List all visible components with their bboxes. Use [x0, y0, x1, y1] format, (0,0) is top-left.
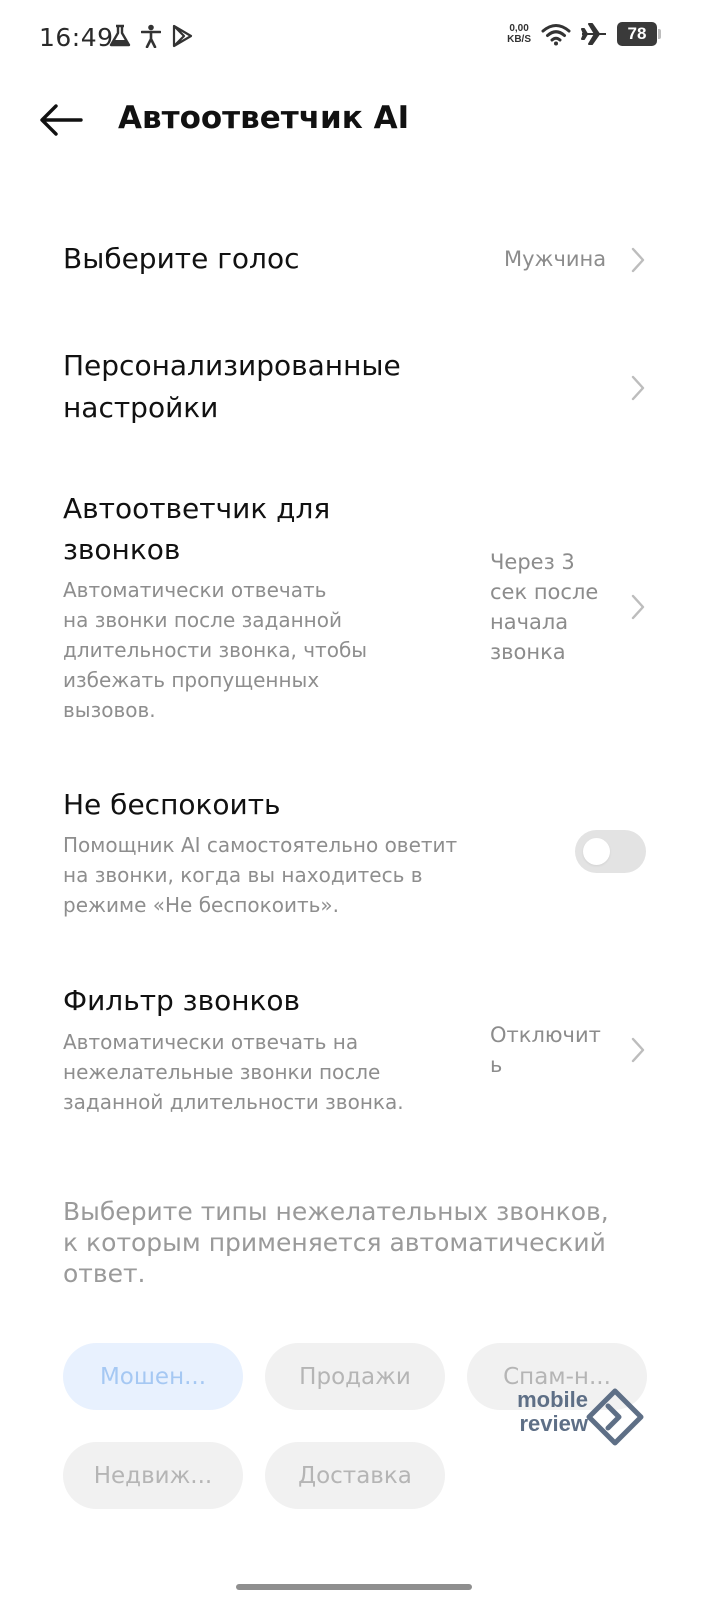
arrow-left-icon [39, 103, 83, 137]
watermark-line2: review [519, 1411, 588, 1436]
voice-setting-title: Выберите голос [63, 242, 300, 275]
chevron-right-icon [628, 246, 648, 274]
dnd-desc-line2: на звонки, когда вы находитесь в [63, 863, 423, 887]
dnd-toggle[interactable] [575, 830, 646, 873]
chip-delivery[interactable]: Доставка [265, 1442, 445, 1509]
chip-spam[interactable]: Спам-н... [467, 1343, 647, 1410]
network-speed-value: 0,00 [509, 23, 529, 34]
header [0, 90, 709, 154]
battery-icon: 78 [617, 22, 657, 46]
accessibility-icon [141, 24, 161, 48]
call-filter-desc-line1: Автоматически отвечать на [63, 1030, 359, 1054]
chip-fraud[interactable]: Мошен... [63, 1343, 243, 1410]
personalized-settings-title-line1: Персонализированные [63, 349, 401, 382]
dnd-desc-line3: режиме «Не беспокоить». [63, 893, 339, 917]
status-bar [0, 0, 709, 76]
call-types-note-line2: к которым применяется автоматический [63, 1228, 606, 1257]
wifi-icon [541, 22, 571, 46]
auto-answer-value-line4: звонка [490, 640, 566, 664]
chip-real-estate[interactable]: Недвиж... [63, 1442, 243, 1509]
status-left-icons [109, 24, 193, 48]
mobile-review-logo-icon [586, 1388, 644, 1446]
voice-setting-value: Мужчина [504, 247, 607, 271]
call-types-note-line1: Выберите типы нежелательных звонков, [63, 1197, 609, 1226]
call-types-note [63, 1196, 663, 1289]
watermark-line1: mobile [517, 1387, 588, 1412]
airplane-icon [581, 22, 607, 46]
auto-answer-desc-line5: вызовов. [63, 698, 156, 722]
play-store-icon [171, 24, 193, 48]
voice-setting-row[interactable] [0, 230, 709, 292]
chevron-right-icon [628, 374, 648, 402]
dnd-desc-line1: Помощник AI самостоятельно оветит [63, 833, 458, 857]
back-button[interactable] [36, 98, 86, 142]
auto-answer-row[interactable] [0, 488, 709, 728]
auto-answer-value-line3: начала [490, 610, 569, 634]
auto-answer-desc-line4: избежать пропущенных [63, 668, 320, 692]
dnd-title: Не беспокоить [63, 788, 281, 821]
call-filter-row[interactable] [0, 980, 709, 1120]
chip-sales[interactable]: Продажи [265, 1343, 445, 1410]
network-speed-unit: KB/S [507, 34, 531, 45]
auto-answer-title-line1: Автоответчик для [63, 492, 331, 525]
personalized-settings-row[interactable] [0, 345, 709, 435]
status-right-icons [507, 22, 657, 46]
mobile-review-watermark [500, 1388, 645, 1448]
chevron-right-icon [628, 1036, 648, 1064]
watermark-text [500, 1388, 588, 1436]
auto-answer-value-line1: Через 3 [490, 550, 575, 574]
status-time: 16:49 [39, 23, 114, 52]
call-filter-value-line1: Отключит [490, 1023, 601, 1047]
auto-answer-desc-line2: на звонки после заданной [63, 608, 342, 632]
auto-answer-value-line2: сек после [490, 580, 599, 604]
call-filter-title: Фильтр звонков [63, 984, 301, 1017]
call-filter-desc-line2: нежелательные звонки после [63, 1060, 381, 1084]
auto-answer-desc-line3: длительности звонка, чтобы [63, 638, 368, 662]
personalized-settings-title-line2: настройки [63, 391, 219, 424]
home-indicator[interactable] [236, 1584, 472, 1590]
call-filter-value-line2: ь [490, 1053, 503, 1077]
network-speed [507, 23, 531, 45]
call-filter-desc-line3: заданной длительности звонка. [63, 1090, 404, 1114]
flask-icon [109, 24, 131, 48]
call-types-note-line3: ответ. [63, 1259, 146, 1288]
auto-answer-desc-line1: Автоматически отвечать [63, 578, 327, 602]
chevron-right-icon [628, 593, 648, 621]
auto-answer-title-line2: звонков [63, 533, 181, 566]
dnd-toggle-knob [583, 838, 610, 865]
page-title: Автоответчик AI [118, 100, 410, 136]
